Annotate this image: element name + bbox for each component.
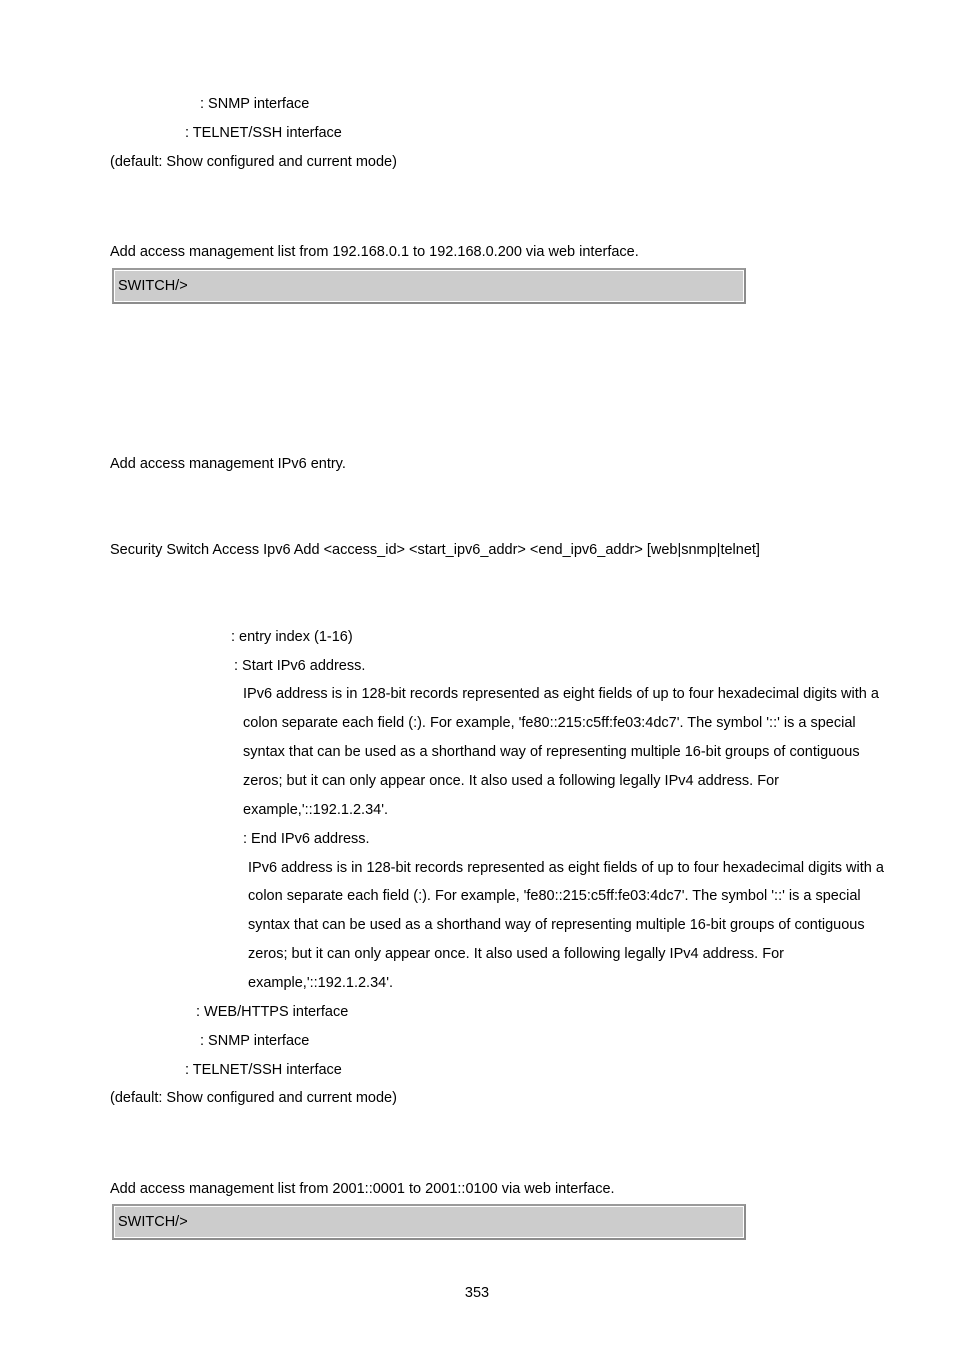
command-example-box [112,268,746,304]
param-end-ipv6: : End IPv6 address. [243,831,370,847]
param-web: : WEB/HTTPS interface [196,1004,349,1020]
param-snmp: : SNMP interface [200,96,310,112]
default-note: (default: Show configured and current mode) [110,154,397,170]
param-start-desc-line: colon separate each field (:). For example, 'fe80::215:c5ff:fe03:4dc7'. The symbol '::' is a special [243,715,856,731]
param-end-desc-line: colon separate each field (:). For example, 'fe80::215:c5ff:fe03:4dc7'. The symbol '::' is a special [248,888,861,904]
command-syntax: Security Switch Access Ipv6 Add <access_id> <start_ipv6_addr> <end_ipv6_addr> [web|snmp|telnet] [110,542,760,558]
example-description: Add access management list from 192.168.0.1 to 192.168.0.200 via web interface. [110,244,639,260]
param-telnet: : TELNET/SSH interface [185,1062,342,1078]
param-end-desc-line: syntax that can be used as a shorthand way of representing multiple 16-bit groups of contiguous [248,917,865,933]
param-start-desc-line: zeros; but it can only appear once. It also used a following legally IPv4 address. For [243,773,779,789]
param-end-desc-line: zeros; but it can only appear once. It also used a following legally IPv4 address. For [248,946,784,962]
command-description: Add access management IPv6 entry. [110,456,346,472]
param-start-desc-line: IPv6 address is in 128-bit records represented as eight fields of up to four hexadecimal digits with a [243,686,879,702]
param-end-desc-line: example,'::192.1.2.34'. [248,975,393,991]
param-start-desc-line: example,'::192.1.2.34'. [243,802,388,818]
default-note: (default: Show configured and current mode) [110,1090,397,1106]
command-example-box [112,1204,746,1240]
example-description: Add access management list from 2001::0001 to 2001::0100 via web interface. [110,1181,615,1197]
page-number: 353 [464,1285,490,1301]
cli-prompt: SWITCH/> [118,278,188,294]
param-telnet: : TELNET/SSH interface [185,125,342,141]
param-snmp: : SNMP interface [200,1033,310,1049]
cli-prompt: SWITCH/> [118,1214,188,1230]
param-start-ipv6: : Start IPv6 address. [234,658,366,674]
param-access-id: : entry index (1-16) [231,629,353,645]
param-end-desc-line: IPv6 address is in 128-bit records represented as eight fields of up to four hexadecimal digits with a [248,860,884,876]
param-start-desc-line: syntax that can be used as a shorthand way of representing multiple 16-bit groups of contiguous [243,744,860,760]
